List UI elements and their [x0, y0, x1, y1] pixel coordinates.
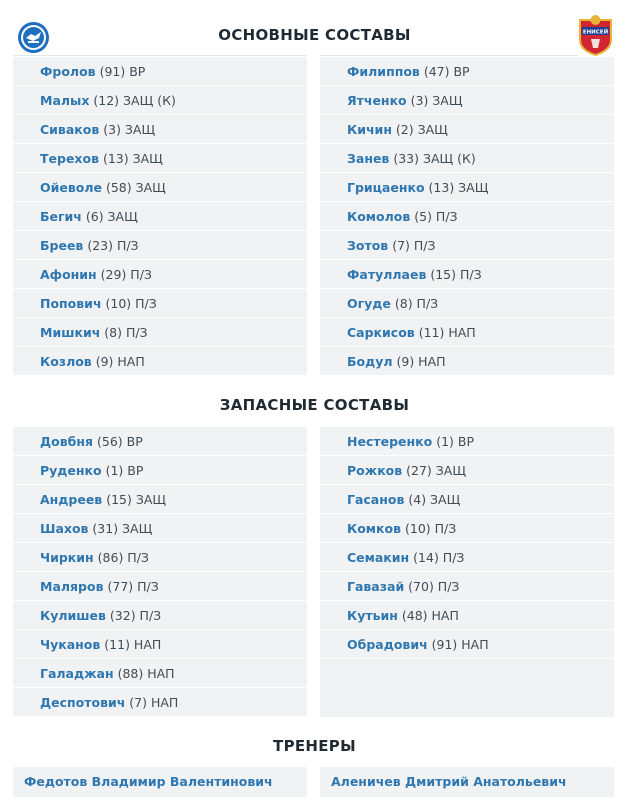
player-row: [320, 543, 614, 572]
player-row: [320, 144, 614, 173]
player-name-link[interactable]: Семакин: [347, 550, 410, 565]
player-name-link[interactable]: Занев: [347, 151, 390, 166]
player-row: [320, 427, 614, 456]
player-name-link[interactable]: Афонин: [40, 267, 97, 282]
home-coach-link[interactable]: Федотов Владимир Валентинович: [13, 767, 307, 797]
player-number-position: (12) ЗАЩ (К): [89, 93, 176, 108]
player-row: [320, 260, 614, 289]
player-row: [13, 456, 307, 485]
away-substitutes: [320, 427, 614, 717]
player-row: [13, 601, 307, 630]
player-name-link[interactable]: Чиркин: [40, 550, 94, 565]
player-number-position: (10) П/З: [101, 296, 157, 311]
player-row: [320, 514, 614, 543]
player-name-link[interactable]: Руденко: [40, 463, 102, 478]
home-main-lineup: [13, 57, 307, 375]
player-row: [13, 347, 307, 376]
player-row: [13, 231, 307, 260]
player-number-position: (3) ЗАЩ: [406, 93, 463, 108]
player-row: [13, 427, 307, 456]
player-row: [13, 543, 307, 572]
coaches-title: ТРЕНЕРЫ: [273, 737, 356, 755]
player-row: [13, 318, 307, 347]
player-name-link[interactable]: Грицаенко: [347, 180, 425, 195]
player-name-link[interactable]: Попович: [40, 296, 102, 311]
player-name-link[interactable]: Нестеренко: [347, 434, 433, 449]
player-number-position: (91) НАП: [427, 637, 489, 652]
player-number-position: (32) П/З: [105, 608, 162, 623]
divider: [320, 55, 578, 56]
player-name-link[interactable]: Козлов: [40, 354, 92, 369]
player-name-link[interactable]: Мишкич: [40, 325, 101, 340]
player-row: [13, 659, 307, 688]
player-row: [13, 514, 307, 543]
player-name-link[interactable]: Гасанов: [347, 492, 405, 507]
player-row: [320, 572, 614, 601]
player-number-position: (1) ВР: [432, 434, 474, 449]
player-name-link[interactable]: Деспотович: [40, 695, 126, 710]
player-number-position: (9) НАП: [392, 354, 446, 369]
player-name-link[interactable]: Шахов: [40, 521, 89, 536]
player-name-link[interactable]: Рожков: [347, 463, 403, 478]
player-number-position: (6) ЗАЩ: [81, 209, 138, 224]
player-number-position: (27) ЗАЩ: [402, 463, 467, 478]
player-name-link[interactable]: Кулишев: [40, 608, 106, 623]
player-row: [13, 173, 307, 202]
player-name-link[interactable]: Филиппов: [347, 64, 420, 79]
player-row: [320, 318, 614, 347]
player-number-position: (5) П/З: [410, 209, 458, 224]
player-row: [320, 202, 614, 231]
player-row: [320, 601, 614, 630]
player-name-link[interactable]: Фролов: [40, 64, 96, 79]
player-row: [13, 115, 307, 144]
player-name-link[interactable]: Ятченко: [347, 93, 407, 108]
player-name-link[interactable]: Терехов: [40, 151, 99, 166]
player-number-position: (10) П/З: [401, 521, 457, 536]
player-name-link[interactable]: Чуканов: [40, 637, 101, 652]
player-row: [13, 572, 307, 601]
player-row: [320, 231, 614, 260]
player-name-link[interactable]: Кичин: [347, 122, 392, 137]
player-row: [13, 144, 307, 173]
player-name-link[interactable]: Бодул: [347, 354, 393, 369]
player-number-position: (11) НАП: [414, 325, 476, 340]
player-row: [13, 260, 307, 289]
player-name-link[interactable]: Комков: [347, 521, 402, 536]
away-coach-link[interactable]: Аленичев Дмитрий Анатольевич: [320, 767, 614, 797]
player-name-link[interactable]: Фатуллаев: [347, 267, 427, 282]
player-number-position: (29) П/З: [96, 267, 152, 282]
player-row: [320, 57, 614, 86]
player-name-link[interactable]: Галаджан: [40, 666, 114, 681]
player-name-link[interactable]: Кутьин: [347, 608, 398, 623]
player-name-link[interactable]: Комолов: [347, 209, 411, 224]
player-name-link[interactable]: Зотов: [347, 238, 389, 253]
player-row: [320, 173, 614, 202]
player-number-position: (31) ЗАЩ: [88, 521, 153, 536]
player-number-position: (58) ЗАЩ: [102, 180, 166, 195]
player-row: [13, 485, 307, 514]
player-number-position: (47) ВР: [419, 64, 470, 79]
home-substitutes: [13, 427, 307, 717]
player-number-position: (13) ЗАЩ: [99, 151, 163, 166]
player-row: [13, 86, 307, 115]
player-name-link[interactable]: Андреев: [40, 492, 103, 507]
player-name-link[interactable]: Бегич: [40, 209, 82, 224]
player-name-link[interactable]: Огуде: [347, 296, 391, 311]
player-number-position: (4) ЗАЩ: [404, 492, 461, 507]
player-row: [13, 688, 307, 717]
away-crest-text: ЕНИСЕЙ: [582, 29, 609, 36]
player-row: [13, 289, 307, 318]
player-name-link[interactable]: Бреев: [40, 238, 84, 253]
player-number-position: (14) П/З: [409, 550, 465, 565]
substitutes-title: ЗАПАСНЫЕ СОСТАВЫ: [219, 396, 410, 414]
player-number-position: (7) П/З: [388, 238, 436, 253]
player-name-link[interactable]: Гавазай: [347, 579, 405, 594]
player-number-position: (1) ВР: [101, 463, 144, 478]
player-name-link[interactable]: Сиваков: [40, 122, 100, 137]
divider: [13, 55, 307, 56]
player-row: [13, 202, 307, 231]
player-number-position: (88) НАП: [113, 666, 175, 681]
player-number-position: (8) П/З: [100, 325, 148, 340]
player-row: [320, 456, 614, 485]
player-row: [320, 630, 614, 659]
player-number-position: (77) П/З: [103, 579, 159, 594]
player-number-position: (23) П/З: [83, 238, 139, 253]
player-number-position: (91) ВР: [95, 64, 146, 79]
player-row: [320, 347, 614, 376]
player-number-position: (33) ЗАЩ (К): [389, 151, 476, 166]
player-number-position: (70) П/З: [404, 579, 460, 594]
player-number-position: (8) П/З: [390, 296, 439, 311]
player-number-position: (2) ЗАЩ: [391, 122, 448, 137]
player-name-link[interactable]: Саркисов: [347, 325, 415, 340]
player-number-position: (11) НАП: [100, 637, 162, 652]
player-number-position: (13) ЗАЩ: [424, 180, 489, 195]
player-row: [13, 57, 307, 86]
lineups-title: ОСНОВНЫЕ СОСТАВЫ: [218, 26, 411, 44]
away-main-lineup: [320, 57, 614, 375]
away-team-crest-icon: [578, 14, 613, 56]
player-number-position: (7) НАП: [125, 695, 179, 710]
player-number-position: (3) ЗАЩ: [99, 122, 156, 137]
player-name-link[interactable]: Маляров: [40, 579, 104, 594]
player-name-link[interactable]: Малых: [40, 93, 90, 108]
player-number-position: (56) ВР: [93, 434, 143, 449]
player-row: [13, 630, 307, 659]
player-row: [320, 485, 614, 514]
player-number-position: (48) НАП: [397, 608, 459, 623]
player-number-position: (15) ЗАЩ: [102, 492, 167, 507]
player-number-position: (15) П/З: [426, 267, 482, 282]
player-name-link[interactable]: Ойеволе: [40, 180, 102, 195]
player-row: [320, 86, 614, 115]
player-name-link[interactable]: Довбня: [40, 434, 94, 449]
player-name-link[interactable]: Обрадович: [347, 637, 428, 652]
player-number-position: (86) П/З: [93, 550, 149, 565]
player-row: [320, 289, 614, 318]
player-number-position: (9) НАП: [91, 354, 145, 369]
player-row: [320, 115, 614, 144]
